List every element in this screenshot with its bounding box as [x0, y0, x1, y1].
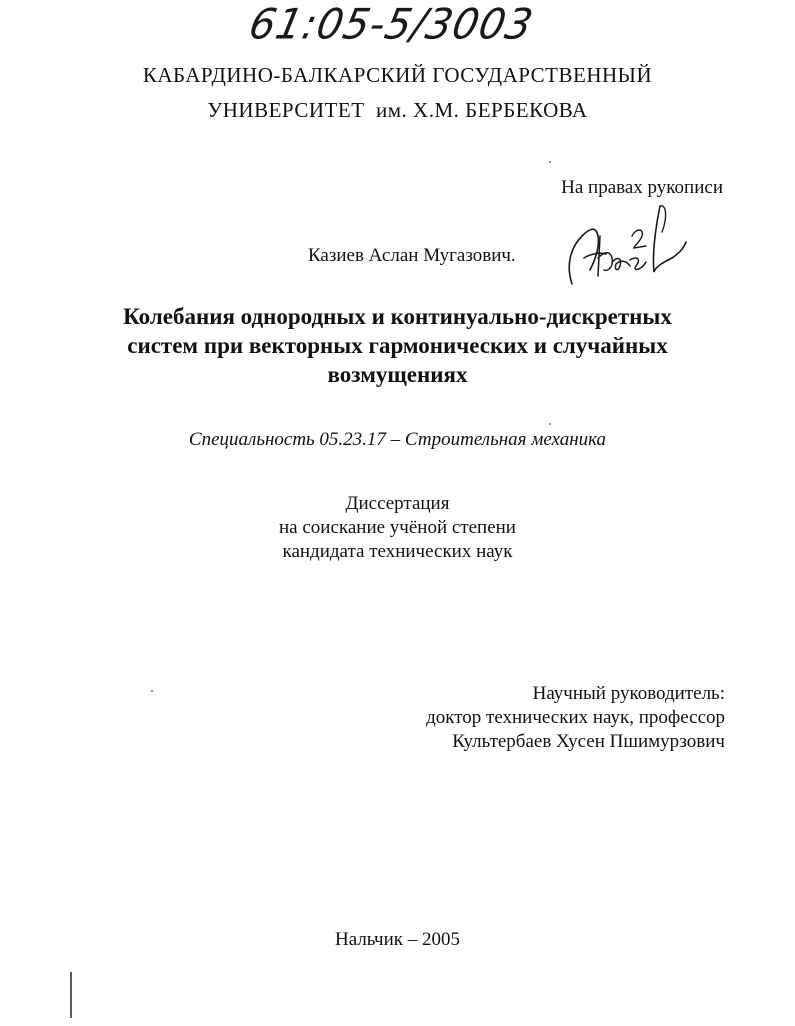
scan-margin-line: [70, 972, 72, 1018]
archive-stamp: [244, 0, 550, 58]
title-line-3: возмущениях: [327, 362, 468, 387]
advisor-label: Научный руководитель:: [532, 683, 725, 704]
advisor-block: [426, 682, 725, 754]
manuscript-rights-notice: На правах рукописи: [561, 177, 723, 198]
degree-block: [0, 492, 795, 564]
scan-dust-dot: [549, 423, 551, 425]
speciality: Специальность 05.23.17 – Строительная механика: [188, 429, 607, 450]
degree-line-3: кандидата технических наук: [282, 541, 513, 562]
author-signature: [560, 196, 690, 296]
university-name-line-2: УНИВЕРСИТЕТ им. Х.М. БЕРБЕКОВА: [207, 98, 588, 122]
advisor-name: Культербаев Хусен Пшимурзович: [452, 731, 725, 752]
dissertation-title: [0, 302, 795, 389]
advisor-degree: доктор технических наук, профессор: [426, 707, 725, 728]
degree-line-1: Диссертация: [345, 493, 450, 514]
title-line-1: Колебания однородных и континуально-дискретных: [123, 304, 672, 329]
university-name-line-1: КАБАРДИНО-БАЛКАРСКИЙ ГОСУДАРСТВЕННЫЙ: [142, 63, 653, 87]
title-line-2: систем при векторных гармонических и случайных: [127, 333, 668, 358]
archive-stamp-text: 61:05-5/3003: [244, 0, 538, 50]
author-name: Казиев Аслан Мугазович.: [308, 245, 516, 266]
scan-dust-dot: [151, 690, 153, 692]
city-year: Нальчик – 2005: [335, 929, 460, 950]
scan-dust-dot: [549, 161, 551, 163]
degree-line-2: на соискание учёной степени: [279, 517, 516, 538]
